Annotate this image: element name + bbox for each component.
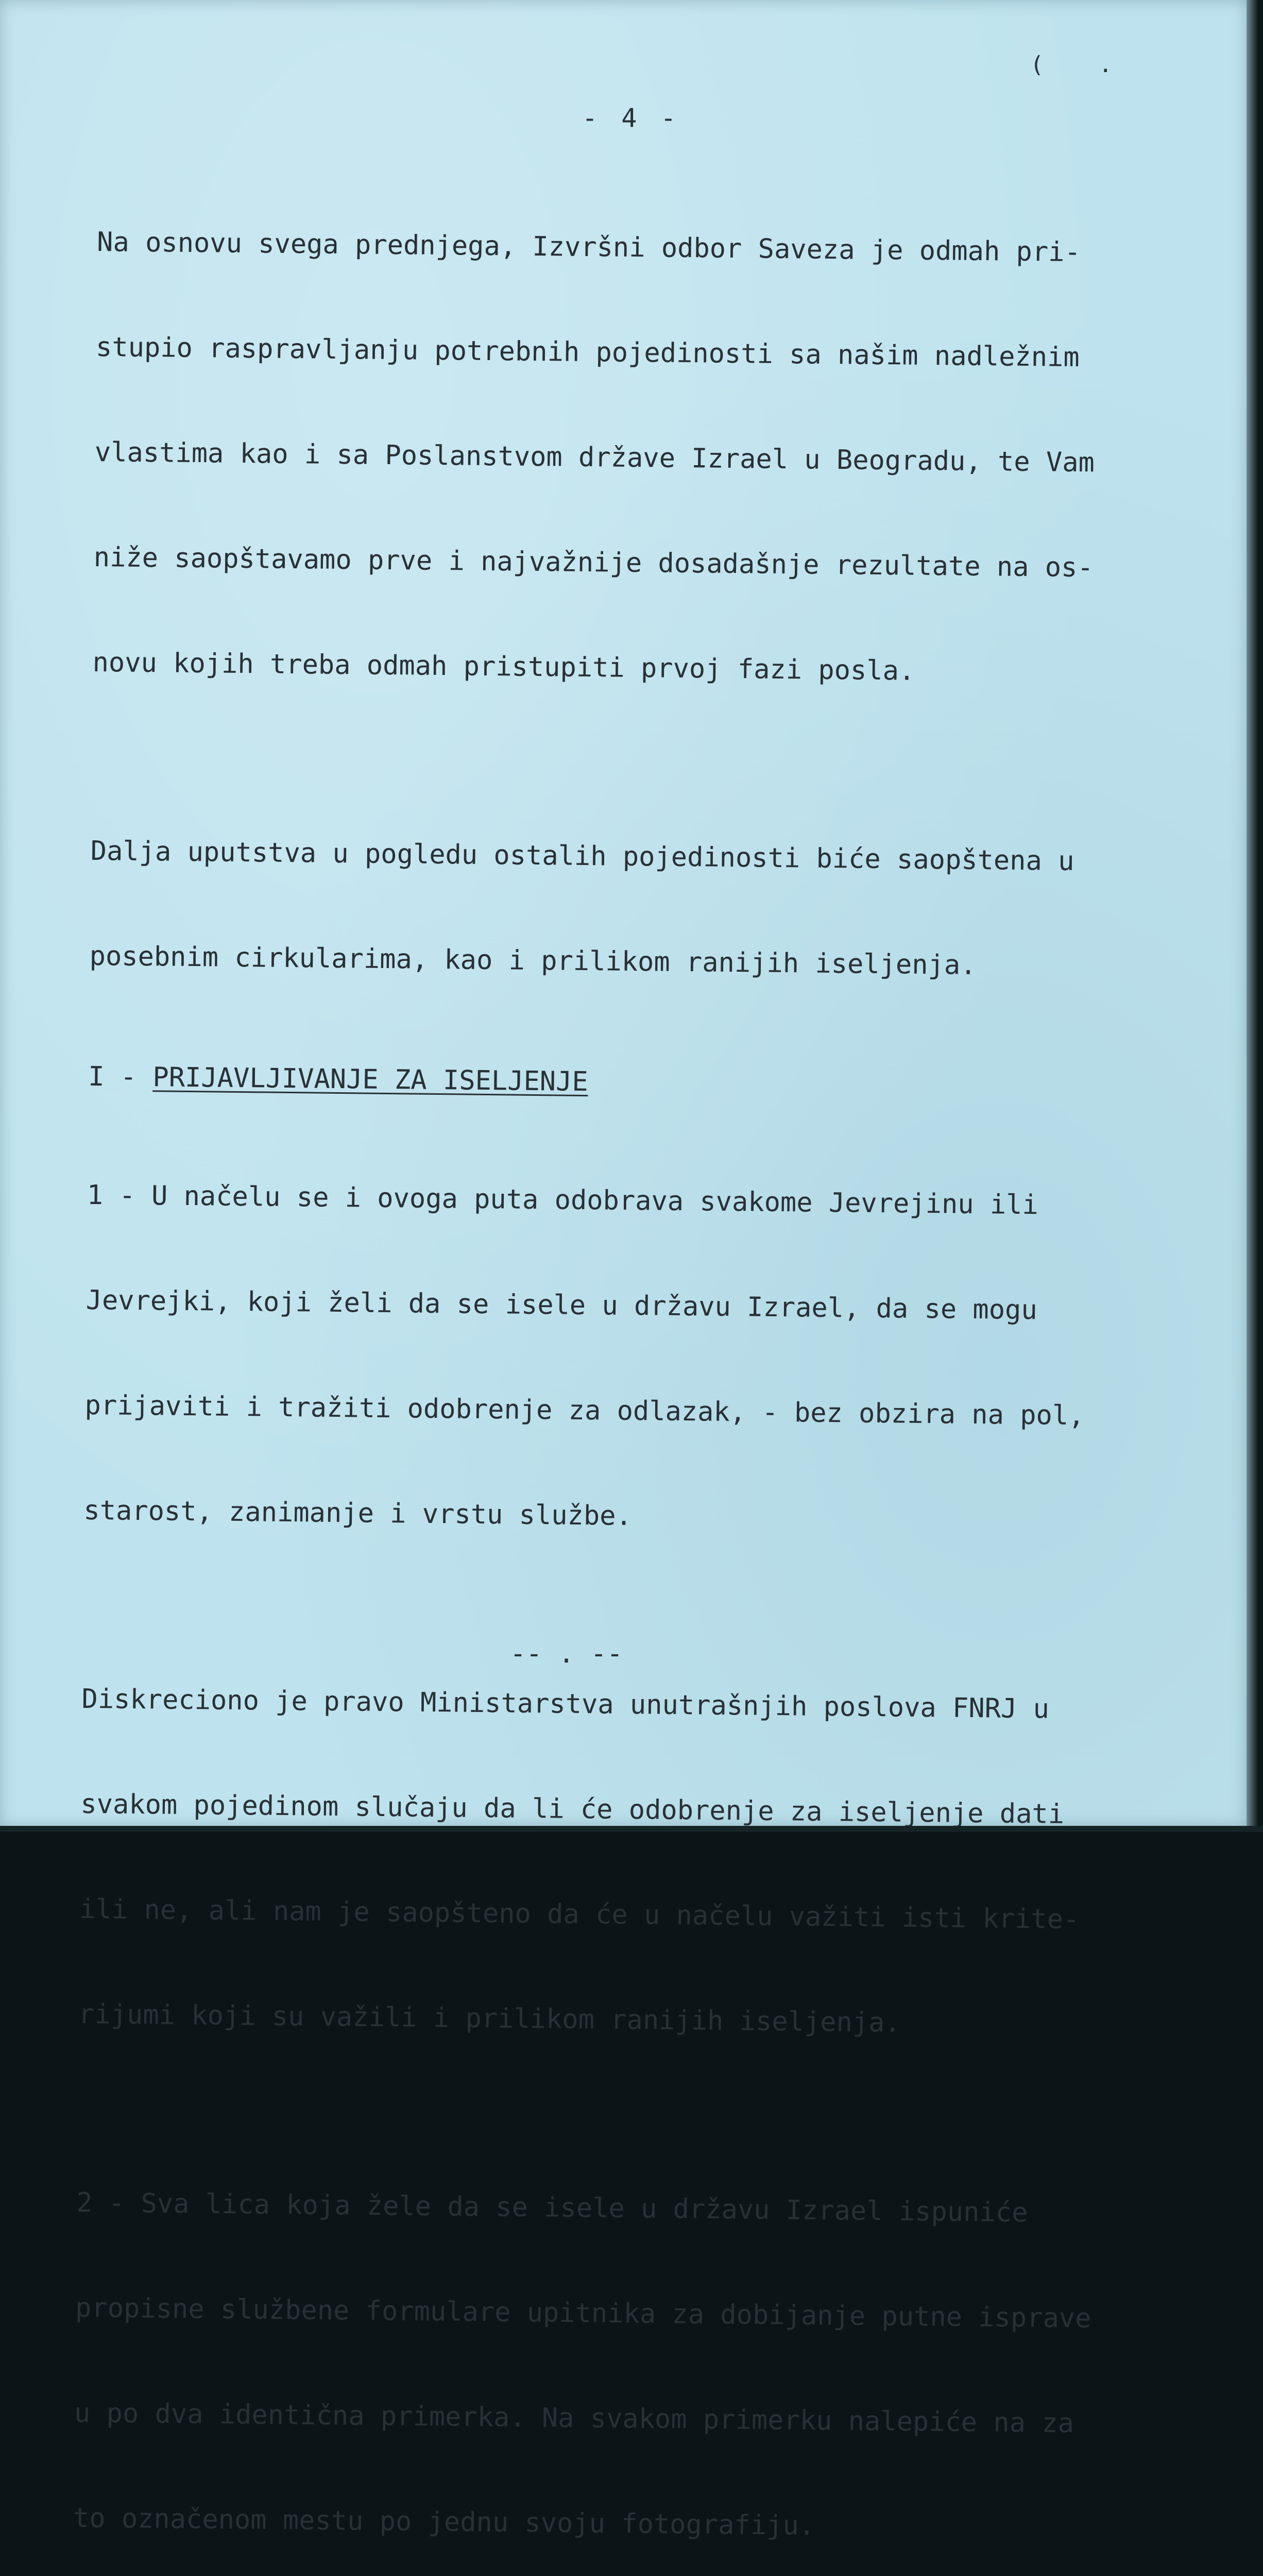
closing-mark: -- . -- bbox=[510, 1638, 623, 1669]
scan-edge-bottom bbox=[0, 1826, 1263, 1832]
paragraph-1: 1 - U načelu se i ovoga puta odobrava svakome Jevrejinu ili Jevrejki, koji želi da se isele u državu Izrael, da se mogu prijaviti i tražiti odobrenje za odlazak, - bez obzira na pol, starost, zanimanje i vrstu službe. bbox=[83, 1108, 1108, 1609]
page-number: - 4 - bbox=[582, 103, 680, 133]
paragraph-2: Diskreciono je pravo Ministarstva unutrašnjih poslova FNRJ u svakom pojedinom slučaju da li će odobrenje za iseljenje dati ili ne, ali nam je saopšteno da će u načelu važiti isti krite- rijumi koji su važili i prilikom ranijih iseljenja. bbox=[77, 1612, 1102, 2113]
section-heading bbox=[88, 1059, 1108, 1105]
scan-edge-right bbox=[1247, 0, 1263, 1832]
paragraph-3: 2 - Sva lica koja žele da se isele u državu Izrael ispuniće propisne službene formulare upitnika za dobijanje putne isprave u po dva identična primerka. Na svakom primerku nalepiće na za to označenom mestu po jednu svoju fotografiju. bbox=[72, 2115, 1097, 2576]
intro-paragraph-1: Na osnovu svega prednjega, Izvršni odbor Saveza je odmah pri- stupio raspravljanju potrebnih pojedinosti sa našim nadležnim vlastima kao i sa Poslanstvom države Izrael u Beogradu, te Vam niže saopštavamo prve i najvažnije dosadašnje rezultate na os- novu kojih treba odmah pristupiti prvoj fazi posla. bbox=[92, 155, 1118, 761]
document-body bbox=[44, 155, 1118, 2576]
section-title: PRIJAVLJIVANJE ZA ISELJENJE bbox=[152, 1062, 588, 1097]
section-number: I - bbox=[88, 1061, 153, 1093]
intro-paragraph-2: Dalja uputstva u pogledu ostalih pojedinosti biće saopštena u posebnim cirkularima, kao i prilikom ranijih iseljenja. bbox=[89, 764, 1112, 1055]
corner-marks: ( . bbox=[1030, 52, 1133, 78]
